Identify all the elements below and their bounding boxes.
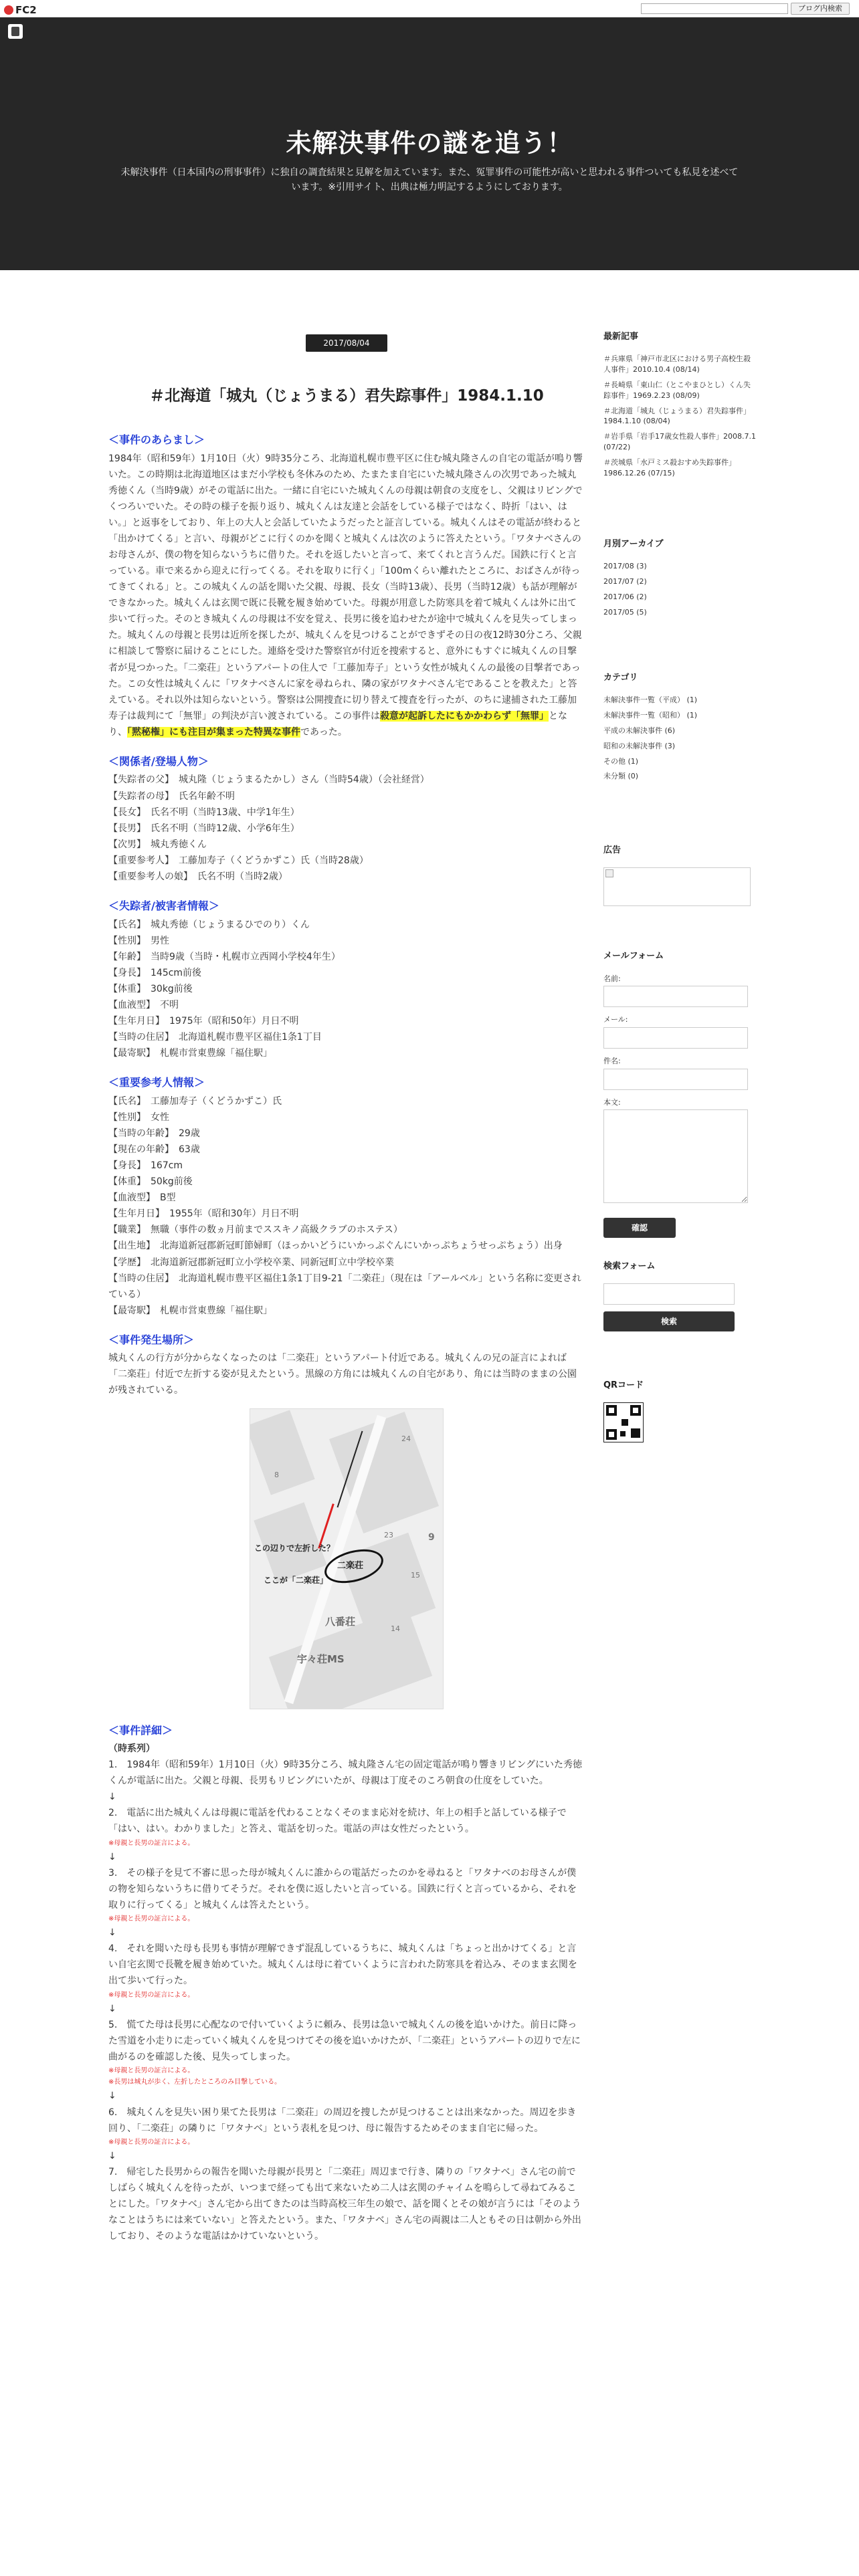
list-item: 【性別】 女性	[108, 1111, 169, 1123]
category-link[interactable]: 昭和の未解決事件 (3)	[603, 741, 676, 750]
map-label-nirakuso: 二楽荘	[337, 1560, 364, 1571]
list-item: 【当時の住居】 北海道札幌市豊平区福住1条1丁目	[108, 1032, 322, 1043]
list-item: 【出生地】 北海道新冠郡新冠町節婦町（ほっかいどうにいかっぷぐんにいかっぷちょうせっぷちょう）出身	[108, 1241, 563, 1252]
fc2-top-bar	[0, 0, 859, 17]
mail-email-label: メール:	[603, 1015, 628, 1025]
ad-banner[interactable]	[603, 867, 751, 906]
list-item: 【生年月日】 1975年（昭和50年）月日不明	[108, 1015, 299, 1027]
recent-post-link[interactable]: ＃北海道「城丸（じょうまる）君失踪事件」1984.1.10 (08/04)	[603, 406, 751, 426]
list-item: 【重要参考人】 工藤加寿子（くどうかずこ）氏（当時28歳）	[108, 855, 369, 866]
overview-paragraph: 1984年（昭和59年）1月10日（火）9時35分ころ、北海道札幌市豊平区に住む城丸隆さんの自宅の電話が鳴り響いた。この時期は北海道地区はまだ小学校も冬休みのため、たまたま自宅にいた城丸隆さんの次男であった城丸秀徳くん（当時9歳）がその電話に出た。一緒に自宅にいた城丸くんの母親は朝食の支度をし、父親はリビングでくつろいでいた。その時の様子を振り返り、城丸くんは友達と会話をしている様子ではなく、時折「はい、はい。」と返事をしており、年上の大人と会話していたようだったと証言している。城丸くんはその電話が終わると「出かけてくる」と言い、母親がどこに行くのかを聞くと城丸くんは次のように答えたという。「ワタナベさんのお母さんが、僕の物を知らないうちに借りた。それを返したいと言って、来てくれと言うんだ。国鉄に行くと言っている。車で来るから迎えに行ってくる。それを取りに行く」「100mくらい離れたところに、おばさんが待ってきてくれる」と。この城丸くんの話を聞いた父親、母親、長女（当時13歳）、長男（当時12歳）も話が理解ができなかった。城丸くんは玄関で既に長靴を履き始めていた。母親が用意した防寒具を着て城丸くんは外に出て歩いて行った。そのとき城丸くんの母親は不安を覚え、長男に後を追わせたが途中で城丸くんを見失ってしまった。城丸くんの母親と長男は近所を探したが、城丸くんを見つけることができずその日の夜12時30分ころ、父親に相談して警察に届けることにした。連絡を受けた警察官が付近を捜索すると、意外にもすぐに城丸くんの目撃者が見つかった。「二楽荘」というアパートの住人で「工藤加寿子」という女性が城丸くんの最後の目撃者であった。この女性は城丸くんに「ワタナベさんに家を尋ねられ、隣の家がワタナベさん宅であることを教えた」と答えている。それ以外は知らないという。警察は公開捜査に切り替えて捜査を行ったが、のちに逮捕された工藤加寿子は裁判にて「無罪」の判決が言い渡されている。この事件は殺意が起訴したにもかかわらず「無罪」となり、「黙秘権」にも注目が集まった特異な事件であった。	[108, 453, 583, 738]
list-item: 【次男】 城丸秀徳くん	[108, 839, 207, 850]
list-item: 【長男】 氏名不明（当時12歳、小学6年生）	[108, 823, 300, 834]
list-item: 【体重】 50kg前後	[108, 1176, 193, 1188]
recent-post-link[interactable]: ＃茨城県「水戸ミス殺おすめ失踪事件」1986.12.26 (07/15)	[603, 458, 736, 478]
map-number: 14	[391, 1624, 400, 1633]
sidebar-heading-mailform: メールフォーム	[603, 951, 664, 961]
list-item: 【最寄駅】 札幌市営東豊線「福住駅」	[108, 1305, 272, 1316]
list-item: 【血液型】 B型	[108, 1192, 176, 1204]
source-note: ※長男は城丸が歩く、左折したところのみ目撃している。	[108, 2078, 282, 2086]
site-menu-icon[interactable]	[8, 24, 23, 39]
list-item: 【現在の年齢】 63歳	[108, 1144, 200, 1155]
map-block	[250, 1410, 315, 1495]
highlight-text: 殺意が起訴したにもかかわらず「無罪」	[380, 710, 549, 722]
list-item: 【性別】 男性	[108, 935, 169, 946]
list-item: 【重要参考人の娘】 氏名不明（当時2歳）	[108, 871, 288, 882]
source-note: ※母親と長男の証言による。	[108, 1991, 195, 1999]
list-item: 【学歴】 北海道新冠郡新冠町立小学校卒業、同新冠町立中学校卒業	[108, 1257, 394, 1268]
category-link[interactable]: 平成の未解決事件 (6)	[603, 726, 676, 735]
mail-body-label: 本文:	[603, 1097, 621, 1107]
archive-link[interactable]: 2017/06 (2)	[603, 592, 647, 601]
down-arrow-icon: ↓	[108, 2150, 116, 2161]
sidebar-search-button[interactable]: 検索	[603, 1311, 735, 1331]
list-item: 【長女】 氏名不明（当時13歳、中学1年生）	[108, 807, 300, 818]
recent-post-link[interactable]: ＃岩手県「岩手17歳女性殺人事件」2008.7.1 (07/22)	[603, 432, 756, 452]
fc2-logo-icon	[4, 5, 13, 15]
list-item: 【身長】 145cm前後	[108, 967, 202, 978]
entry-date: 2017/08/04	[306, 334, 387, 352]
mail-subject-input[interactable]	[603, 1069, 748, 1090]
place-paragraph: 城丸くんの行方が分からなくなったのは「二楽荘」というアパート付近である。城丸くんの兄の証言によれば「二楽荘」付近で左折する姿が見えたという。黒線の方角には城丸くんの自宅があり、角には当時のままの公園が残されている。	[108, 1353, 577, 1396]
list-item: 【職業】 無職（事件の数ヵ月前までススキノ高級クラブのホステス）	[108, 1224, 403, 1236]
recent-post-link[interactable]: ＃兵庫県「神戸市北区における男子高校生殺人事件」2010.10.4 (08/14)	[603, 354, 751, 374]
list-item: 【最寄駅】 札幌市営東豊線「福住駅」	[108, 1048, 272, 1059]
fc2-logo[interactable]: FC2	[4, 2, 37, 18]
mail-email-input[interactable]	[603, 1027, 748, 1049]
section-heading: ＜事件のあらまし＞	[108, 433, 205, 446]
section-heading: ＜事件発生場所＞	[108, 1333, 195, 1346]
list-item: 【当時の住居】 北海道札幌市豊平区福住1条1丁目9-21「二楽荘」（現在は「アールベル」という名称に変更されている）	[108, 1273, 581, 1300]
timeline-subheading: （時系列）	[108, 1743, 155, 1755]
entry-title[interactable]: ＃北海道「城丸（じょうまる）君失踪事件」1984.1.10	[149, 387, 544, 405]
list-item: 【年齢】 当時9歳（当時・札幌市立西岡小学校4年生）	[108, 951, 341, 962]
source-note: ※母親と長男の証言による。	[108, 1915, 195, 1923]
map-label-here: ここが「二楽荘」	[264, 1575, 328, 1585]
list-item: 【当時の年齢】 29歳	[108, 1128, 200, 1139]
map-number: 15	[411, 1570, 420, 1580]
location-map-image	[250, 1408, 444, 1709]
section-heading: ＜失踪者/被害者情報＞	[108, 899, 219, 912]
timeline-item: 5. 慌てた母は長男に心配なので付いていくように頼み、長男は急いで城丸くんの後を追いかけた。前日に降った雪道を小走りに走っていく城丸くんを見つけてその後を追いかけたが、「二楽荘」というアパートの辺りで左に曲がるのを確認した後、見失ってしまった。	[108, 2019, 581, 2062]
list-item: 【血液型】 不明	[108, 999, 179, 1010]
source-note: ※母親と長男の証言による。	[108, 2138, 195, 2146]
category-link[interactable]: その他 (1)	[603, 756, 639, 766]
sidebar-heading-search: 検索フォーム	[603, 1261, 656, 1271]
broken-image-icon	[605, 869, 613, 877]
entry-body	[108, 431, 585, 2244]
timeline-item: 7. 帰宅した長男からの報告を聞いた母親が長男と「二楽荘」周辺まで行き、隣りの「ワタナベ」さん宅の前でしばらく城丸くんを待ったが、いつまで経っても出て来ないため二人は玄関のチャイムを鳴らして尋ねてみることにした。「ワタナベ」さん宅から出てきたのは当時高校三年生の娘で、話を聞くとその娘が言うには「そのようなことはうちには来ていない」と答えたという。また、「ワタナベ」さん宅の両親は二人ともその日は朝から外出しており、そのような電話はかけていないという。	[108, 2166, 581, 2242]
timeline-item: 4. それを聞いた母も長男も事情が理解できず混乱しているうちに、城丸くんは「ちょっと出かけてくる」と言い自宅玄関で長靴を履き始めていた。城丸くんは母に着ていくように言われた防寒具を着込み、そのまま玄関を出て歩いて行った。	[108, 1943, 577, 1987]
source-note: ※母親と長男の証言による。	[108, 2067, 195, 2075]
archive-link[interactable]: 2017/07 (2)	[603, 576, 647, 586]
down-arrow-icon: ↓	[108, 1851, 116, 1862]
archive-link[interactable]: 2017/05 (5)	[603, 607, 647, 617]
qr-code-image	[603, 1402, 644, 1442]
map-number: 9	[428, 1531, 435, 1543]
category-link[interactable]: 未解決事件一覧（平成） (1)	[603, 695, 698, 704]
section-heading: ＜事件詳細＞	[108, 1723, 173, 1737]
map-label-turn: この辺りで左折した？	[254, 1543, 335, 1553]
mail-body-textarea[interactable]	[603, 1109, 748, 1203]
list-item: 【生年月日】 1955年（昭和30年）月日不明	[108, 1208, 299, 1220]
down-arrow-icon: ↓	[108, 1927, 116, 1939]
blog-search-input[interactable]	[641, 3, 788, 14]
down-arrow-icon: ↓	[108, 2090, 116, 2102]
source-note: ※母親と長男の証言による。	[108, 1839, 195, 1847]
site-header	[0, 17, 859, 270]
sidebar-heading-archive: 月別アーカイブ	[603, 539, 664, 549]
down-arrow-icon: ↓	[108, 1792, 116, 1803]
section-heading: ＜重要参考人情報＞	[108, 1076, 205, 1089]
category-link[interactable]: 未分類 (0)	[603, 772, 639, 781]
map-number: 23	[384, 1530, 393, 1539]
list-item: 【身長】 167cm	[108, 1160, 183, 1172]
list-item: 【失踪者の父】 城丸隆（じょうまるたかし）さん（当時54歳）（会社経営）	[108, 774, 430, 786]
list-item: 【失踪者の母】 氏名年齢不明	[108, 790, 235, 802]
list-item: 【氏名】 城丸秀徳（じょうまるひでのり）くん	[108, 919, 310, 930]
archive-link[interactable]: 2017/08 (3)	[603, 561, 647, 570]
mail-name-input[interactable]	[603, 986, 748, 1007]
timeline-item: 2. 電話に出た城丸くんは母親に電話を代わることなくそのまま応対を続け、年上の相手と話している様子で「はい、はい。わかりました」と答え、電話を切った。電話の声は女性だったという。	[108, 1808, 567, 1835]
map-label-hachijuso: 八番荘	[325, 1615, 356, 1628]
sidebar-search-input[interactable]	[603, 1283, 735, 1305]
timeline-item: 3. その様子を見て不審に思った母が城丸くんに誰からの電話だったのかを尋ねると「ワタナベのお母さんが僕の物を知らないうちに借りてそうだ。それを僕に返したいと言っている。国鉄に行くと言っているから、それを取りに行ってくる」と城丸くんは答えたという。	[108, 1867, 577, 1911]
map-number: 8	[274, 1470, 279, 1479]
site-title[interactable]: 未解決事件の謎を追う！	[286, 128, 573, 158]
mail-name-label: 名前:	[603, 974, 621, 983]
down-arrow-icon: ↓	[108, 2003, 116, 2014]
timeline-item: 1. 1984年（昭和59年）1月10日（火）9時35分ころ、城丸隆さん宅の固定電話が鳴り響きリビングにいた秀徳くんが電話に出た。父親と母親、長男もリビングにいたが、母親は丁度そのころ朝食の仕度をしていた。	[108, 1759, 582, 1787]
sidebar-heading-category: カテゴリ	[603, 673, 638, 683]
list-item: 【氏名】 工藤加寿子（くどうかずこ）氏	[108, 1095, 282, 1107]
map-number: 24	[401, 1434, 411, 1443]
highlight-text: 「黙秘権」にも注目が集まった特異な事件	[127, 726, 300, 738]
category-link[interactable]: 未解決事件一覧（昭和） (1)	[603, 710, 698, 720]
map-label-ms: 宇々荘MS	[297, 1652, 345, 1665]
section-heading: ＜関係者/登場人物＞	[108, 754, 209, 768]
list-item: 【体重】 30kg前後	[108, 983, 193, 994]
recent-post-link[interactable]: ＃長崎県「東山仁（とこやまひとし）くん失踪事件」1969.2.23 (08/09)	[603, 380, 751, 400]
sidebar-heading-ad: 広告	[603, 845, 622, 855]
blog-search-button[interactable]: ブログ内検索	[791, 3, 850, 15]
site-description: 未解決事件（日本国内の刑事事件）に独自の調査結果と見解を加えています。また、冤罪事件の可能性が高いと思われる事件ついても私見を述べています。※引用サイト、出典は極力明記するようにしております。	[120, 167, 739, 193]
sidebar-heading-qr: QRコード	[603, 1380, 644, 1390]
mail-confirm-button[interactable]: 確認	[603, 1218, 676, 1238]
sidebar-heading-recent: 最新記事	[603, 332, 639, 342]
mail-subject-label: 件名:	[603, 1056, 621, 1065]
timeline-item: 6. 城丸くんを見失い困り果てた長男は「二楽荘」の周辺を捜したが見つけることは出来なかった。周辺を歩き回り、「二楽荘」の隣りに「ワタナベ」という表札を見つけ、母に報告するためそのまま自宅に帰った。	[108, 2107, 577, 2134]
